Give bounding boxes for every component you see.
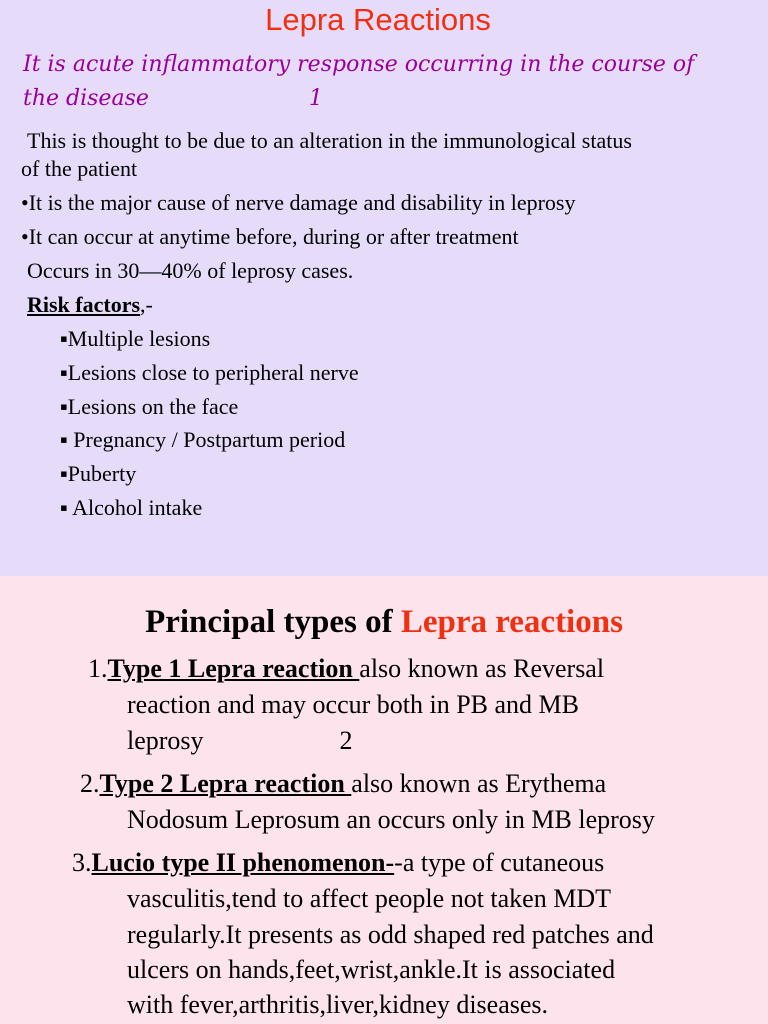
risk-factor-item: ▪ Pregnancy / Postpartum period [60, 427, 346, 452]
lucio-heading-line [72, 845, 604, 881]
type2-term: Type 2 Lepra reaction [99, 769, 352, 798]
intro-reference: 1 [308, 86, 323, 111]
intro-line-2-text: the disease [23, 86, 149, 111]
risk-factors-heading [27, 292, 153, 318]
type2-desc: also known as Erythema [351, 769, 607, 798]
risk-factors-label: Risk factors [27, 292, 141, 317]
occurrence-rate: Occurs in 30—40% of leprosy cases. [27, 258, 354, 283]
type1-desc: also known as Reversal [359, 654, 605, 683]
risk-factor-item: ▪Puberty [60, 461, 137, 486]
type1-line-text: leprosy [127, 726, 204, 755]
risk-factors-suffix: ,- [140, 292, 153, 317]
type2-line: Nodosum Leprosum an occurs only in MB leprosy [127, 805, 655, 834]
bullet-timing: •It can occur at anytime before, during or after treatment [21, 224, 519, 249]
para1-line-1: This is thought to be due to an alteration in the immunological status [27, 128, 632, 153]
type2-heading-line [80, 766, 606, 802]
lucio-line: vasculitis,tend to affect people not taken MDT [127, 884, 611, 913]
type2-number: 2. [80, 769, 100, 798]
risk-factor-item: ▪Multiple lesions [60, 326, 211, 351]
type1-line [127, 723, 353, 759]
risk-factor-item: ▪Lesions on the face [60, 394, 239, 419]
type1-line: reaction and may occur both in PB and MB [127, 690, 580, 719]
slide2-title-part1: Principal types of [145, 604, 401, 640]
slide2-title-highlight: Lepra reactions [400, 604, 623, 640]
lucio-number: 3. [72, 848, 92, 877]
bullet-nerve-damage: •It is the major cause of nerve damage and disability in leprosy [21, 190, 576, 215]
lucio-term: Lucio type II phenomenon- [91, 848, 395, 877]
lucio-line: ulcers on hands,feet,wrist,ankle.It is associated [127, 955, 616, 984]
risk-factor-item: ▪Lesions close to peripheral nerve [60, 360, 359, 385]
type1-number: 1. [88, 654, 108, 683]
intro-line-1: It is acute inflammatory response occurring in the course of [23, 52, 695, 77]
type1-heading-line [88, 651, 604, 687]
lucio-desc: -a type of cutaneous [394, 848, 605, 877]
para1-line-2: of the patient [21, 156, 138, 181]
type1-reference: 2 [339, 726, 353, 755]
intro-definition [23, 48, 753, 116]
lucio-line: regularly.It presents as odd shaped red patches and [127, 920, 654, 949]
type1-term: Type 1 Lepra reaction [107, 654, 360, 683]
intro-line-2 [23, 82, 753, 116]
slide2-title [0, 602, 768, 642]
risk-factor-item: ▪ Alcohol intake [60, 495, 203, 520]
lucio-line: with fever,arthritis,liver,kidney diseases. [127, 990, 549, 1019]
slide1-title: Lepra Reactions [265, 2, 491, 37]
